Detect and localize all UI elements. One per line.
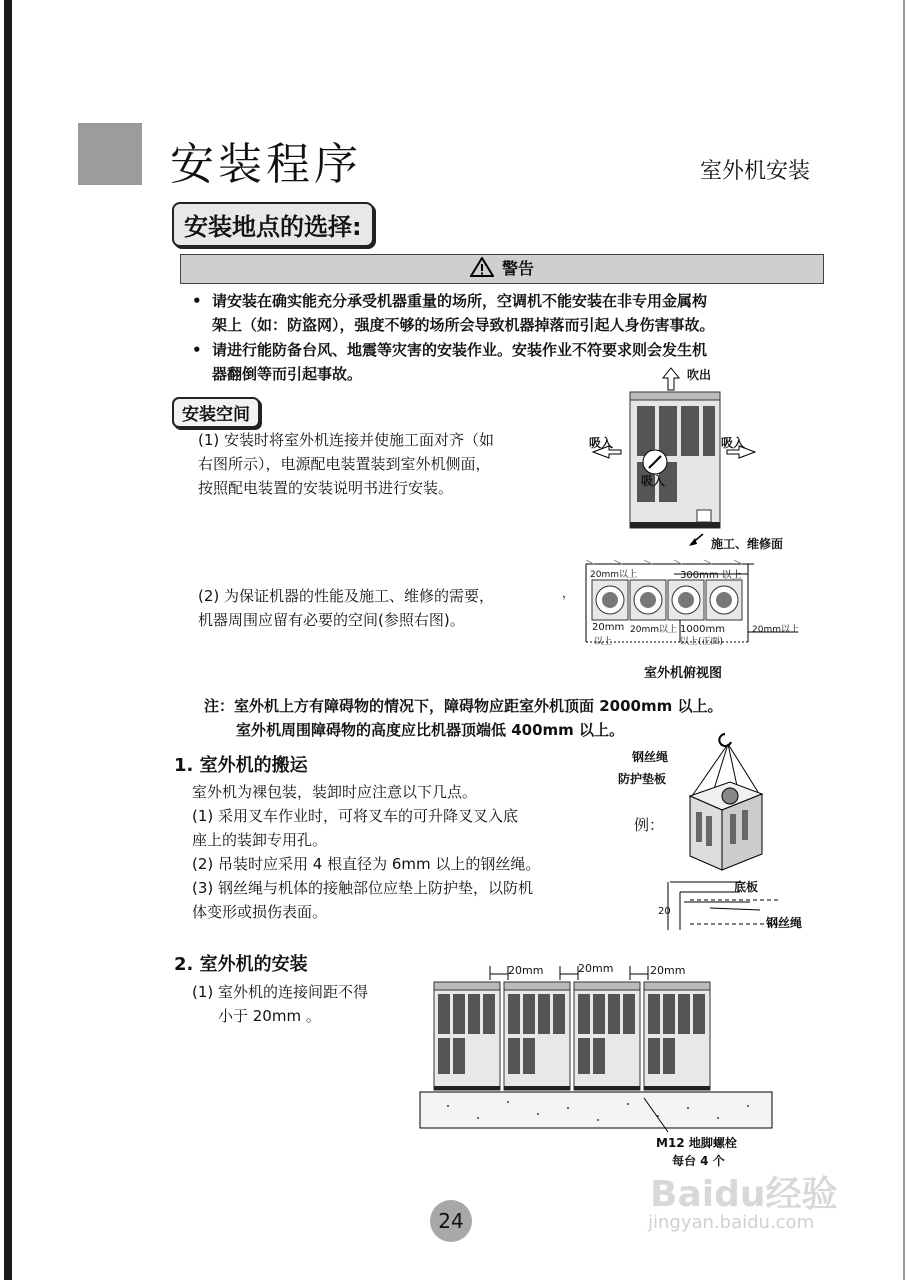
install-line-1: (1) 室外机的连接间距不得 — [192, 983, 369, 1001]
page-edge-right — [903, 0, 905, 1280]
gap-label-2: 20mm — [578, 962, 614, 975]
section-marker — [78, 123, 142, 185]
warning-item-2-line-2: 器翻倒等而引起事故。 — [212, 365, 363, 383]
label-dim-20: 20 — [658, 906, 671, 917]
label-out: 吹出 — [687, 368, 712, 382]
label-bolt: M12 地脚螺栓 — [656, 1136, 737, 1150]
transport-line-6: 体变形或损伤表面。 — [192, 903, 328, 921]
section-title: 安装地点的选择: — [172, 202, 374, 247]
lifting-drawing — [610, 730, 810, 970]
installation-drawing — [418, 962, 778, 1142]
top-view-caption: 室外机俯视图 — [644, 666, 723, 681]
label-wire-rope-2: 钢丝绳 — [766, 916, 803, 930]
space-p1-line-1: (1) 安装时将室外机连接并使施工面对齐（如 — [198, 431, 495, 449]
label-base-plate: 底板 — [734, 880, 759, 894]
warning-item-1: • 请安装在确实能充分承受机器重量的场所，空调机不能安装在非专用金属构 架上（如：防盗网），强度不够的场所会导致机器掉落而引起人身伤害事故。 — [212, 289, 715, 337]
warning-item-1-line-2: 架上（如：防盗网），强度不够的场所会导致机器掉落而引起人身伤害事故。 — [212, 316, 715, 334]
clear-right-20: 20mm以上 — [752, 625, 799, 635]
warning-icon — [470, 257, 494, 277]
note-line-2: 室外机周围障碍物的高度应比机器顶端低 400mm 以上。 — [236, 721, 625, 739]
clear-front-1000: 1000mm — [680, 624, 725, 635]
label-service: 施工、维修面 — [711, 537, 784, 551]
label-example: 例： — [634, 816, 665, 834]
figure-unit-front — [585, 362, 835, 552]
figure-installation — [418, 962, 778, 1172]
label-in-center: 吸入 — [641, 474, 666, 488]
label-in-left: 吸入 — [589, 436, 614, 450]
transport-line-1: 室外机为裸包装，装卸时应注意以下几点。 — [192, 783, 478, 801]
page-title: 安装程序 — [170, 139, 362, 190]
page-edge-left — [4, 0, 12, 1280]
warning-item-1-line-1: 请安装在确实能充分承受机器重量的场所，空调机不能安装在非专用金属构 — [212, 292, 708, 310]
install-line-2: 小于 20mm 。 — [218, 1007, 321, 1025]
clear-top-20: 20mm以上 — [590, 570, 637, 580]
unit-front-drawing — [585, 362, 835, 552]
transport-line-2: (1) 采用叉车作业时，可将叉车的可升降叉叉入底 — [192, 807, 519, 825]
transport-line-4: (2) 吊装时应采用 4 根直径为 6mm 以上的钢丝绳。 — [192, 855, 541, 873]
space-p1-line-2: 右图所示），电源配电装置装到室外机侧面， — [198, 455, 491, 473]
label-wire-rope: 钢丝绳 — [632, 750, 669, 764]
space-paragraph-1 — [198, 428, 494, 500]
note-line-1: 室外机上方有障碍物的情况下，障碍物应距室外机顶面 2000mm 以上。 — [234, 697, 723, 715]
page-subtitle: 室外机安装 — [700, 159, 811, 184]
clear-top-300: 300mm 以上 — [680, 570, 742, 581]
space-p2-line-2: 机器周围应留有必要的空间(参照右图)。 — [198, 611, 465, 629]
space-p2-line-1: (2) 为保证机器的性能及施工、维修的需要， — [198, 587, 495, 605]
figure-top-view — [584, 560, 804, 685]
space-p1-line-3: 按照配电装置的安装说明书进行安装。 — [198, 479, 454, 497]
label-pad: 防护垫板 — [618, 772, 667, 786]
transport-line-3: 座上的装卸专用孔。 — [192, 831, 328, 849]
page-number: 24 — [430, 1200, 472, 1242]
gap-label-1: 20mm — [508, 964, 544, 977]
gap-label-3: 20mm — [650, 964, 686, 977]
stray-comma: ， — [562, 586, 575, 600]
warning-item-2-line-1: 请进行能防备台风、地震等灾害的安装作业。安装作业不符要求则会发生机 — [212, 341, 708, 359]
warning-label: 警告 — [501, 259, 534, 278]
watermark-url: jingyan.baidu.com — [648, 1212, 815, 1233]
watermark-brand: Baidu经验 — [650, 1174, 838, 1215]
clear-bottom-20-above: 以上 — [594, 637, 613, 647]
unit-row — [434, 982, 710, 1090]
warning-item-2: • 请进行能防备台风、地震等灾害的安装作业。安装作业不符要求则会发生机 器翻倒等而引起事故。 — [212, 338, 707, 386]
clear-front-1000-above: 以上(正面) — [680, 637, 724, 647]
label-bolt-count: 每台 4 个 — [672, 1154, 725, 1168]
transport-heading: 1. 室外机的搬运 — [174, 755, 308, 776]
figure-lifting — [610, 730, 810, 970]
clear-bottom-20-between: 20mm以上 — [630, 625, 677, 635]
space-paragraph-2 — [198, 584, 494, 632]
install-heading: 2. 室外机的安装 — [174, 954, 308, 975]
transport-body — [192, 780, 540, 924]
label-in-right: 吸入 — [721, 436, 746, 450]
install-body — [192, 980, 368, 1028]
note-prefix: 注： — [204, 697, 235, 715]
warning-bar — [180, 254, 824, 284]
clear-bottom-20: 20mm — [592, 622, 625, 633]
space-pill: 安装空间 — [172, 397, 260, 428]
transport-line-5: (3) 钢丝绳与机体的接触部位应垫上防护垫，以防机 — [192, 879, 534, 897]
